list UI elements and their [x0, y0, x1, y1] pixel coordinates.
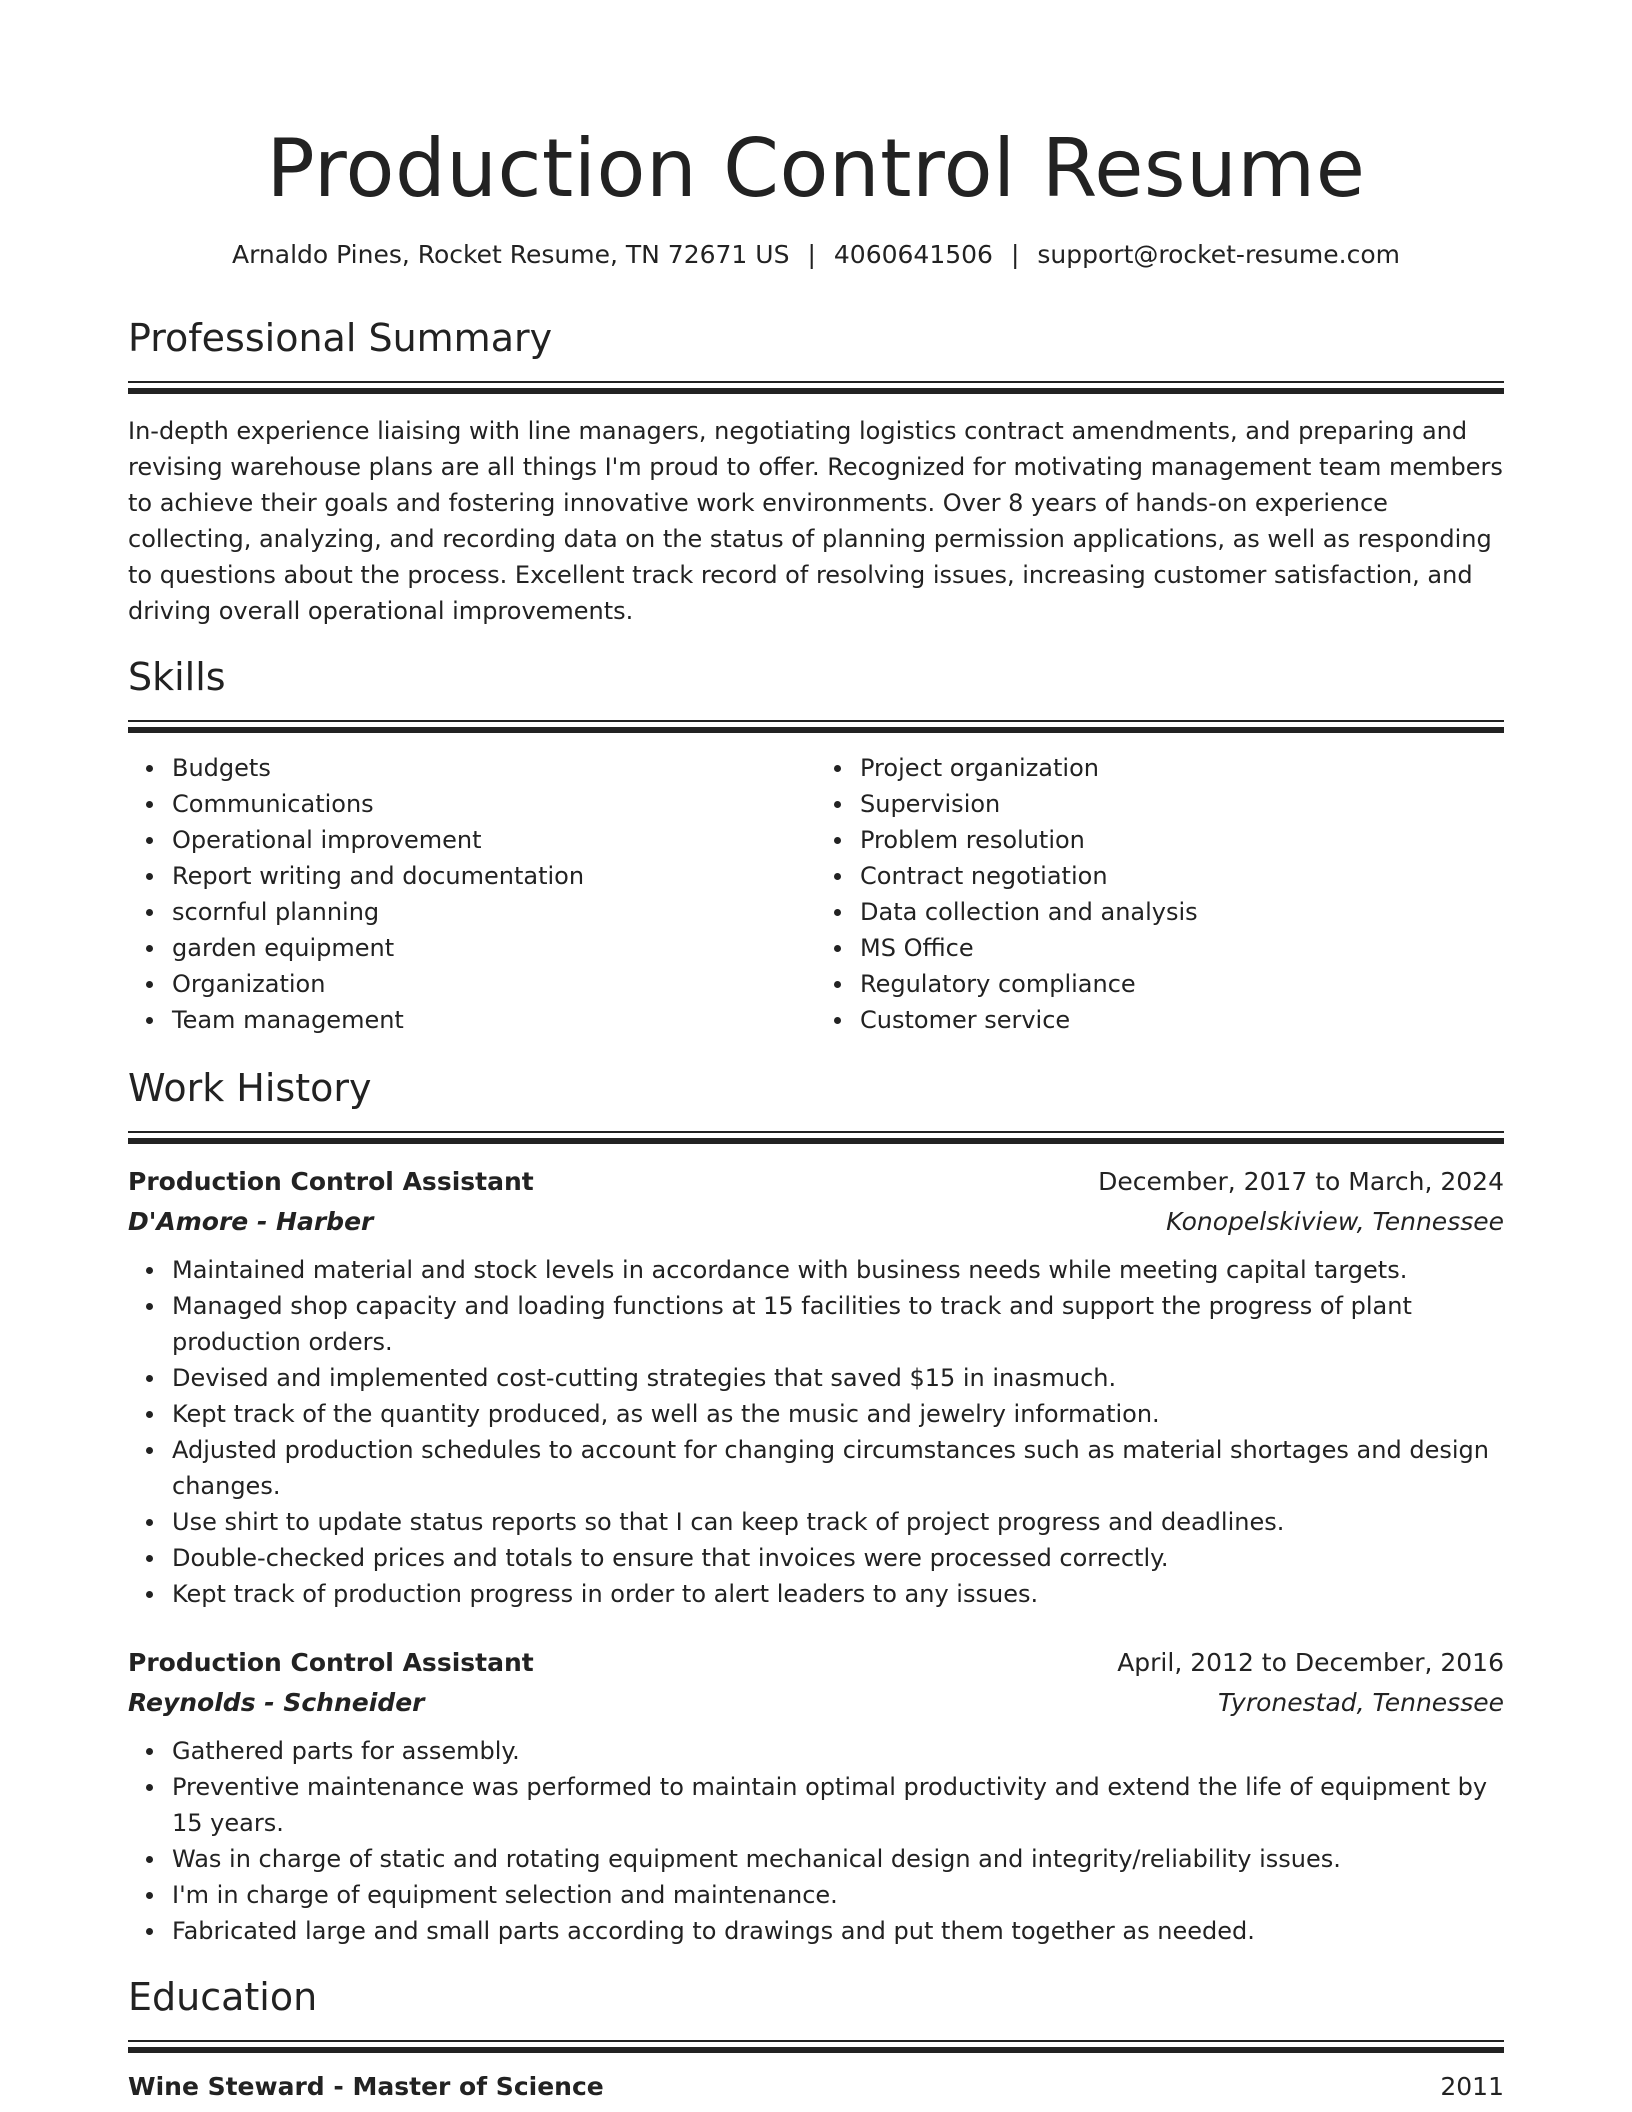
skill-item: Organization: [172, 966, 816, 1002]
job-header-row: [128, 1162, 1504, 1202]
job-dates: December, 2017 to March, 2024: [1098, 1167, 1504, 1196]
job-bullets: [128, 1252, 1504, 1612]
skills-left-list: [128, 750, 816, 1038]
job-bullets: [128, 1733, 1504, 1949]
job-bullet: Adjusted production schedules to account for changing circumstances such as material shortages and design changes.: [172, 1432, 1504, 1504]
skill-item: Budgets: [172, 750, 816, 786]
education-header-row: [128, 2067, 1504, 2107]
skill-item: garden equipment: [172, 930, 816, 966]
job-subheader-row: [128, 1202, 1504, 1242]
job-bullet: Double-checked prices and totals to ensure that invoices were processed correctly.: [172, 1540, 1504, 1576]
education-degree: Wine Steward - Master of Science: [128, 2072, 604, 2101]
job-bullet: Maintained material and stock levels in accordance with business needs while meeting capital targets.: [172, 1252, 1504, 1288]
job-bullet: Fabricated large and small parts according to drawings and put them together as needed.: [172, 1913, 1504, 1949]
section-divider: [128, 1131, 1504, 1144]
skills-section: [128, 654, 1504, 1038]
job-entry: [128, 1643, 1504, 1949]
job-title: Production Control Assistant: [128, 1167, 534, 1196]
skill-item: Team management: [172, 1002, 816, 1038]
skill-item: scornful planning: [172, 894, 816, 930]
job-subheader-row: [128, 1683, 1504, 1723]
section-divider: [128, 381, 1504, 394]
job-bullet: Devised and implemented cost-cutting strategies that saved $15 in inasmuch.: [172, 1360, 1504, 1396]
skills-heading: Skills: [128, 655, 226, 699]
resume-page: [128, 0, 1504, 2107]
contact-phone: 4060641506: [833, 240, 993, 269]
section-divider: [128, 2040, 1504, 2053]
skill-item: Report writing and documentation: [172, 858, 816, 894]
job-dates: April, 2012 to December, 2016: [1117, 1648, 1504, 1677]
job-location: Tyronestad, Tennessee: [1217, 1688, 1504, 1717]
summary-heading: Professional Summary: [128, 316, 553, 360]
contact-separator: |: [1010, 240, 1020, 269]
resume-title: Production Control Resume: [266, 122, 1366, 215]
job-title: Production Control Assistant: [128, 1648, 534, 1677]
job-bullet: I'm in charge of equipment selection and maintenance.: [172, 1877, 1504, 1913]
job-bullet: Managed shop capacity and loading functions at 15 facilities to track and support the progress of plant production orders.: [172, 1288, 1504, 1360]
job-bullet: Kept track of the quantity produced, as well as the music and jewelry information.: [172, 1396, 1504, 1432]
job-location: Konopelskiview, Tennessee: [1166, 1207, 1504, 1236]
skill-item: Supervision: [860, 786, 1504, 822]
job-entry: [128, 1162, 1504, 1612]
skill-item: Problem resolution: [860, 822, 1504, 858]
job-company: Reynolds - Schneider: [128, 1688, 425, 1717]
work-heading: Work History: [128, 1066, 372, 1110]
skill-item: Contract negotiation: [860, 858, 1504, 894]
education-heading: Education: [128, 1975, 318, 2019]
job-bullet: Kept track of production progress in order to alert leaders to any issues.: [172, 1576, 1504, 1612]
contact-line: [128, 238, 1504, 272]
skills-right-list: [816, 750, 1504, 1038]
education-year: 2011: [1440, 2072, 1504, 2101]
job-bullet: Was in charge of static and rotating equipment mechanical design and integrity/reliability issues.: [172, 1841, 1504, 1877]
section-divider: [128, 720, 1504, 733]
summary-text: In-depth experience liaising with line managers, negotiating logistics contract amendments, and preparing and revising warehouse plans are all things I'm proud to offer. Recognized for motivating management team members to achieve their goals and fostering innovative work environments. Over 8 years of hands-on experience collecting, analyzing, and recording data on the status of planning permission applications, as well as responding to questions about the process. Excellent track record of resolving issues, increasing customer satisfaction, and driving overall operational improvements.: [128, 417, 1503, 625]
skills-columns: [128, 750, 1504, 1038]
work-section: [128, 1065, 1504, 1949]
job-bullet: Preventive maintenance was performed to maintain optimal productivity and extend the life of equipment by 15 years.: [172, 1769, 1504, 1841]
skill-item: Communications: [172, 786, 816, 822]
education-section: [128, 1974, 1504, 2107]
skill-item: MS Office: [860, 930, 1504, 966]
summary-section: [128, 315, 1504, 629]
job-bullet: Gathered parts for assembly.: [172, 1733, 1504, 1769]
skill-item: Project organization: [860, 750, 1504, 786]
skill-item: Regulatory compliance: [860, 966, 1504, 1002]
skill-item: Data collection and analysis: [860, 894, 1504, 930]
job-bullet: Use shirt to update status reports so that I can keep track of project progress and deadlines.: [172, 1504, 1504, 1540]
contact-separator: |: [807, 240, 816, 269]
contact-email: support@rocket-resume.com: [1037, 240, 1401, 269]
job-header-row: [128, 1643, 1504, 1683]
education-entry: [128, 2067, 1504, 2107]
contact-address: Arnaldo Pines, Rocket Resume, TN 72671 US: [231, 240, 790, 269]
job-company: D'Amore - Harber: [128, 1207, 374, 1236]
skill-item: Operational improvement: [172, 822, 816, 858]
skill-item: Customer service: [860, 1002, 1504, 1038]
